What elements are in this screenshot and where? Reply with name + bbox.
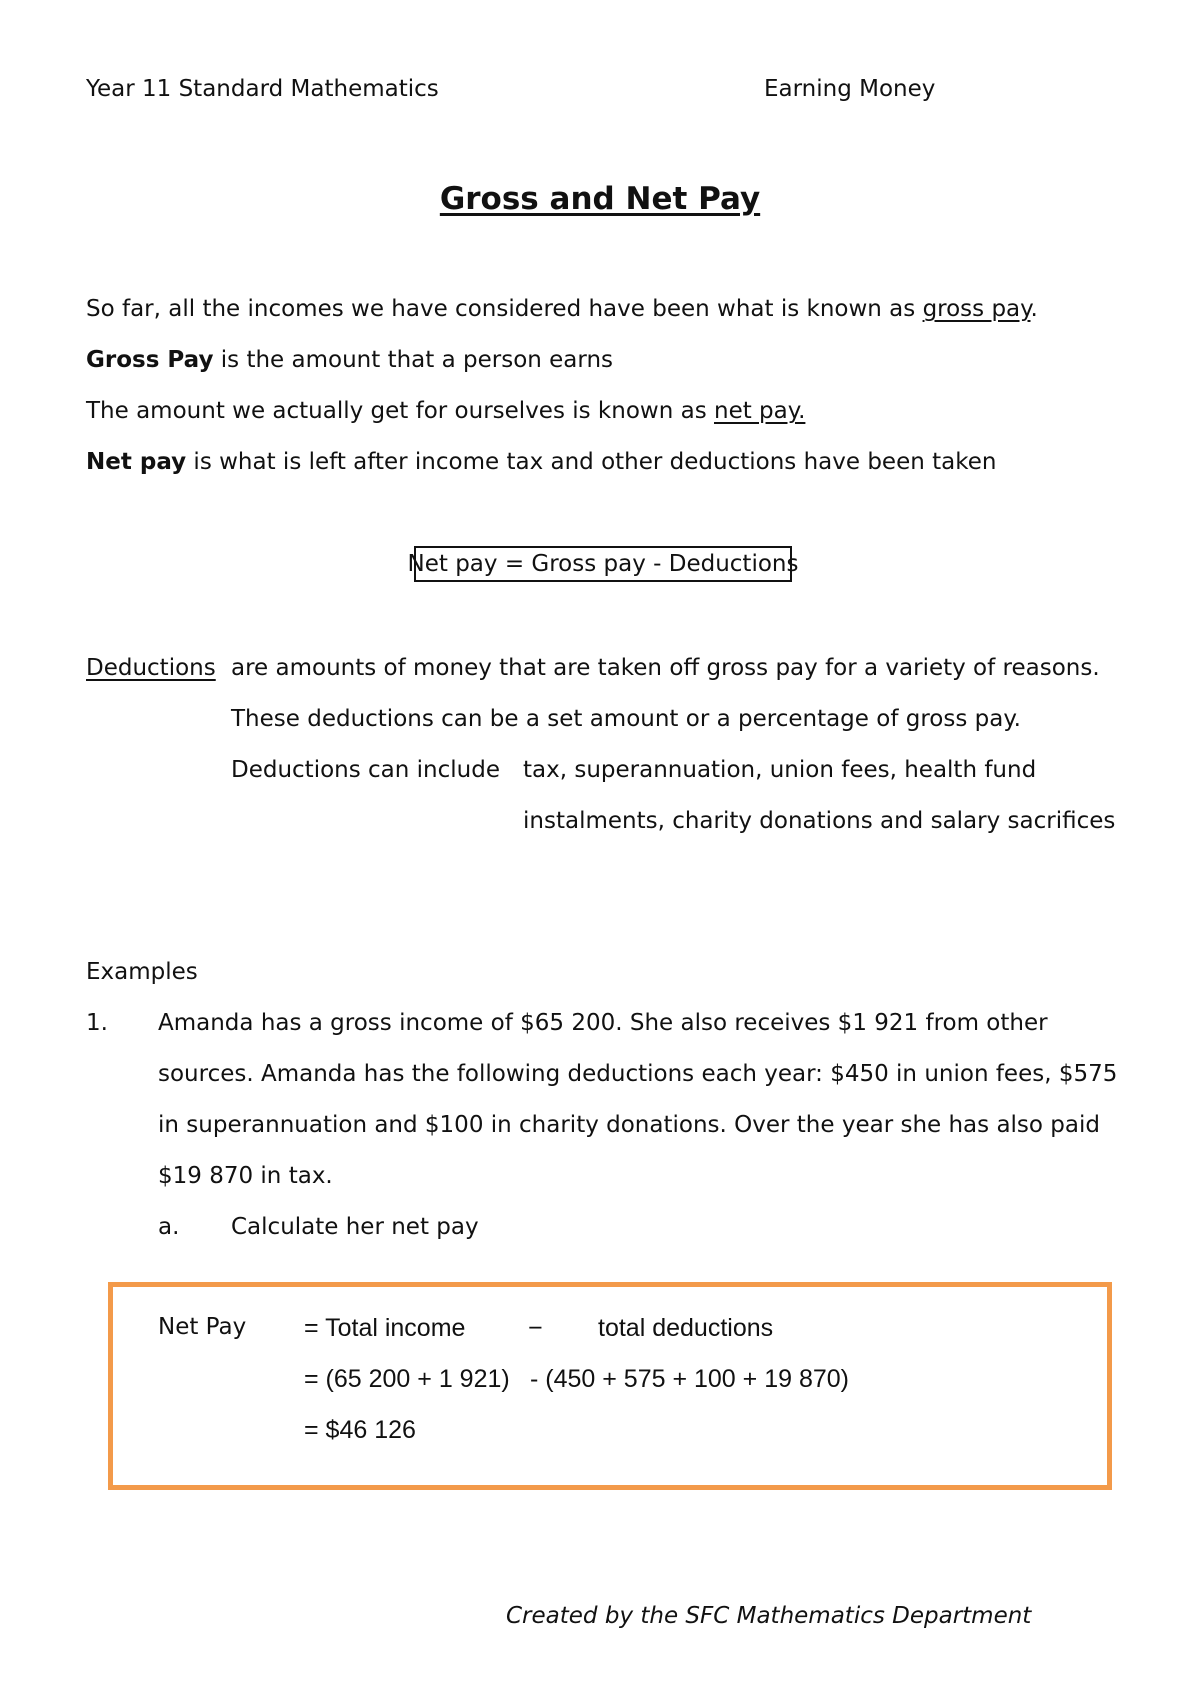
deductions-term: Deductions [86, 655, 216, 681]
page-title: Gross and Net Pay [439, 181, 761, 217]
deductions-list-1: tax, superannuation, union fees, health fund [523, 757, 1037, 783]
formula-box [407, 546, 799, 582]
intro-line-3 [86, 400, 805, 423]
problem-line-2: sources. Amanda has the following deductions each year: $450 in union fees, $575 [158, 1061, 1118, 1087]
examples-heading: Examples [86, 959, 198, 985]
problem-line-3: in superannuation and $100 in charity donations. Over the year she has also paid [158, 1112, 1100, 1138]
net-pay-bold: Net pay [86, 449, 187, 475]
intro-line-4-text: is what is left after income tax and other deductions have been taken [186, 449, 997, 475]
problem-line-1: Amanda has a gross income of $65 200. She also receives $1 921 from other [158, 1010, 1048, 1036]
deductions-list-2: instalments, charity donations and salary sacrifices [523, 808, 1116, 834]
footer-credit: Created by the SFC Mathematics Department [506, 1603, 1032, 1629]
solution-row-2-eq: = (65 200 + 1 921) [304, 1365, 510, 1393]
intro-line-1-text: So far, all the incomes we have considered have been what is known as [86, 296, 923, 322]
intro-line-2 [86, 349, 613, 372]
formula-text: Net pay = Gross pay - Deductions [407, 551, 799, 577]
course-title: Year 11 Standard Mathematics [86, 76, 439, 102]
part-text: Calculate her net pay [231, 1214, 479, 1240]
net-pay-term: net pay. [714, 398, 806, 424]
gross-pay-term: gross pay [922, 296, 1031, 322]
solution-row-3-eq: = $46 126 [304, 1416, 416, 1444]
solution-row-1-op: − [528, 1314, 543, 1342]
intro-line-1 [86, 298, 1038, 321]
deductions-line-2: These deductions can be a set amount or a percentage of gross pay. [231, 706, 1021, 732]
deductions-line-1: are amounts of money that are taken off gross pay for a variety of reasons. [231, 655, 1100, 681]
deductions-include-label: Deductions can include [231, 757, 500, 783]
intro-line-2-text: is the amount that a person earns [213, 347, 614, 373]
part-letter: a. [158, 1214, 180, 1240]
intro-line-1-end: . [1030, 296, 1038, 322]
problem-line-4: $19 870 in tax. [158, 1163, 333, 1189]
solution-row-2-rhs: - (450 + 575 + 100 + 19 870) [530, 1365, 849, 1393]
intro-line-4 [86, 451, 996, 474]
gross-pay-bold: Gross Pay [86, 347, 214, 373]
topic-title: Earning Money [764, 76, 936, 102]
intro-line-3-text: The amount we actually get for ourselves is known as [86, 398, 714, 424]
solution-row-1-eq: = Total income [304, 1314, 466, 1342]
solution-row-1-rhs: total deductions [598, 1314, 774, 1342]
example-number: 1. [86, 1010, 108, 1036]
solution-label: Net Pay [158, 1314, 247, 1340]
